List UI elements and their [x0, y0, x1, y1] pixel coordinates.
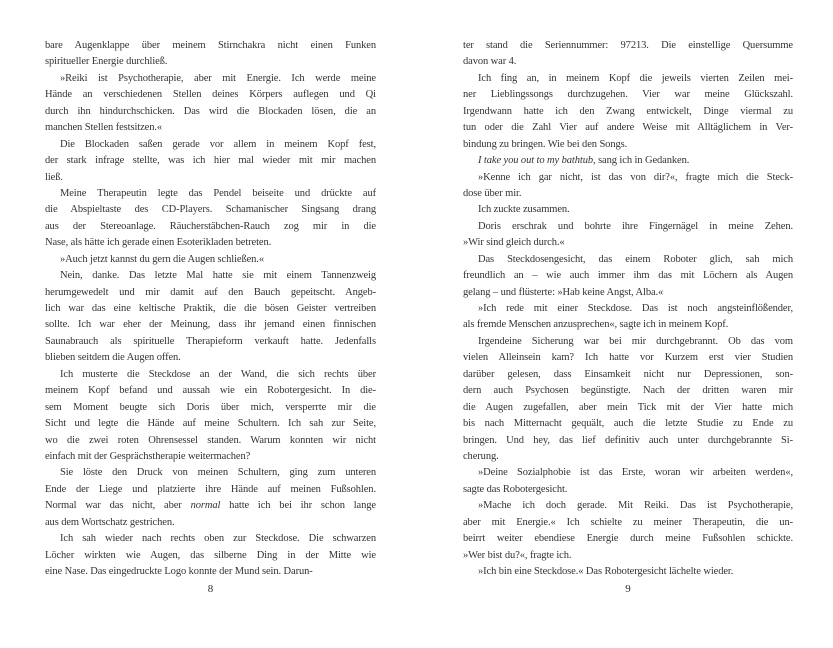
text-line: dern auch Psychosen begünstigte. Nach der dritten waren mir	[463, 385, 793, 397]
paragraph	[463, 498, 793, 564]
text-line: »Reiki ist Psychotherapie, aber mit Energie. Ich werde meine	[60, 72, 376, 84]
text-line: Ich sah wieder nach rechts oben zur Steckdose. Die schwarzen	[60, 533, 376, 545]
text-line: Ende der Liege und platzierte ihre Hände auf meinen Fußsohlen.	[45, 483, 376, 495]
page-number-left: 8	[207, 583, 214, 595]
page-text-left	[45, 38, 376, 580]
text-line: manchen Stellen festsitzen.«	[45, 122, 163, 134]
paragraph	[463, 153, 793, 169]
text-line: »Kenne ich gar nicht, ist das von dir?«, fragte mich die Steck-	[478, 171, 793, 183]
paragraph	[45, 71, 376, 137]
text-line: cherung.	[463, 450, 499, 462]
text-line: ter stand die Seriennummer: 97213. Die einstellige Quersumme	[463, 40, 793, 51]
text-line: dose über mir.	[463, 187, 522, 199]
text-line: Ich zuckte zusammen.	[478, 204, 570, 216]
text-line: darüber gelesen, dass Einsamkeit nicht nur Depressionen, son-	[463, 368, 793, 380]
text-line: Löcher wirkten wie Augen, das silberne Ding in der Mitte wie	[45, 549, 376, 561]
text-line: die Abspieltaste des CD-Players. Schamanischer Singsang drang	[45, 204, 376, 216]
text-line: bare Augenklappe über meinem Stirnchakra nicht einen Funken	[45, 40, 376, 51]
text-line: beirrt weiter ebendiese Energie durch meine Fußsohlen schickte.	[463, 533, 793, 545]
text-line: lich war das eine keltische Praktik, die die bösen Geister vertreiben	[45, 303, 376, 314]
text-line: Hände an verschiedenen Stellen deines Körpers auflegen und Qi	[45, 89, 376, 101]
text-line: Meine Therapeutin legte das Pendel beiseite und drückte auf	[60, 187, 376, 199]
paragraph	[463, 301, 793, 334]
text-line: ließ.	[45, 171, 63, 183]
paragraph	[45, 465, 376, 531]
paragraph	[45, 531, 376, 580]
text-line: sagte das Robotergesicht.	[463, 483, 568, 495]
text-line: meinem Kopf befand und aussah wie ein Robotergesicht. In die-	[45, 385, 376, 397]
text-line: aber mit Energie.« Ich schielte zu meiner Therapeutin, die un-	[463, 516, 793, 528]
page-text-right	[463, 38, 793, 580]
paragraph	[45, 137, 376, 186]
text-line: einfach mit der Gesprächstherapie weitermachen?	[45, 450, 251, 462]
paragraph	[45, 252, 376, 268]
text-line: I take you out to my bathtub, sang ich in Gedanken.	[478, 155, 690, 167]
text-line: vielen Alleinsein kam? Ich hatte vor Kurzem erst vier Studien	[463, 352, 793, 364]
text-line: gelang – und flüsterte: »Hab keine Angst, Alba.«	[463, 286, 664, 298]
paragraph	[463, 170, 793, 203]
text-line: »Wir sind gleich durch.«	[463, 237, 565, 249]
paragraph	[463, 202, 793, 218]
text-line: als fremde Menschen anzusprechen«, sagte ich in meinem Kopf.	[463, 319, 729, 331]
text-line: Nein, danke. Das letzte Mal hatte sie mit einem Tannenzweig	[60, 270, 376, 282]
text-line: bindung zu bringen. Wie bei den Songs.	[463, 138, 628, 150]
paragraph	[463, 71, 793, 153]
paragraph	[45, 38, 376, 71]
text-line: Sie löste den Druck von meinen Schultern, ging zum unteren	[60, 467, 376, 479]
text-line: Irgendwann hatte ich den Zwang entwickelt, Dinge viermal zu	[463, 105, 793, 117]
text-line: aus dem Wortschatz gestrichen.	[45, 516, 175, 528]
text-line: bis nach Mitternacht gequält, auch die letzte Studie zu Ende zu	[463, 418, 793, 430]
text-line: »Ich bin eine Steckdose.« Das Robotergesicht lächelte wieder.	[478, 566, 734, 577]
text-line: »Ich rede mit einer Steckdose. Das ist noch angsteinflößender,	[478, 303, 793, 314]
text-line: blieben seitdem die Augen offen.	[45, 352, 181, 364]
text-line: Saunabrauch als spirituelle Therapieform verkauft hatte. Jedenfalls	[45, 335, 376, 347]
text-line: sem Moment beugte sich Doris über mich, versperrte mir die	[45, 401, 376, 413]
text-line: »Wer bist du?«, fragte ich.	[463, 549, 572, 561]
text-line: davon war 4.	[463, 56, 517, 68]
text-line: Ich musterte die Steckdose an der Wand, die sich rechts über	[60, 368, 376, 380]
text-line: sollte. Ich war eher der Meinung, dass ihr jemand einen finnischen	[45, 319, 376, 331]
text-line: bringen. Und hey, das lief definitiv auch unter durchgebrannte Si-	[463, 434, 793, 446]
paragraph	[45, 186, 376, 252]
text-line: »Deine Sozialphobie ist das Erste, woran wir arbeiten werden«,	[478, 467, 793, 479]
paragraph	[463, 219, 793, 252]
paragraph	[45, 367, 376, 466]
text-line: der stark infrage stellte, was ich hier mal wieder mit mir machen	[45, 155, 376, 167]
text-line: Doris erschrak und bohrte ihre Fingernägel in meine Zehen.	[478, 220, 793, 232]
text-line: durch ihn hindurchschicken. Das wird die Blockaden lösen, die an	[45, 105, 376, 117]
paragraph	[463, 334, 793, 466]
text-line: Irgendeine Sicherung war bei mir durchgebrannt. Ob das vom	[478, 335, 793, 347]
text-line: Das Steckdosengesicht, das einem Roboter glich, sah mich	[478, 253, 793, 265]
paragraph	[463, 564, 793, 580]
paragraph	[463, 465, 793, 498]
text-line: die Augen zugefallen, aber mein Tick mit der Vier hatte mich	[463, 401, 793, 413]
text-line: ner Lieblingssongs durchzugehen. Vier war meine Glückszahl.	[463, 89, 793, 101]
text-line: Normal war das nicht, aber normal hatte ich bei ihr schon lange	[45, 500, 376, 512]
text-line: tun oder die Zahl Vier auf andere Weise mit Alltäglichem in Ver-	[463, 122, 793, 134]
paragraph	[463, 252, 793, 301]
text-line: Sicht und legte die Hände auf meine Schultern. Ich sah zur Seite,	[45, 418, 376, 430]
text-line: spiritueller Energie durchließ.	[45, 56, 168, 68]
text-line: Ich fing an, in meinem Kopf die jeweils vierten Zeilen mei-	[478, 72, 793, 84]
text-line: Die Blockaden saßen gerade vor allem in meinem Kopf fest,	[60, 138, 376, 150]
text-line: Nase, als hätte ich gerade einen Esoterikladen betreten.	[45, 237, 272, 249]
text-line: »Mache ich doch gerade. Mit Reiki. Das ist Psychotherapie,	[478, 500, 793, 512]
text-line: »Auch jetzt kannst du gern die Augen schließen.«	[60, 253, 264, 265]
text-line: freundlich an – wie auch immer ihm das mit Löchern als Augen	[463, 270, 793, 282]
page-number-right: 9	[625, 583, 631, 595]
text-line: wo die zwei roten Ohrensessel standen. Warum konnten wir nicht	[45, 434, 376, 446]
paragraph	[45, 268, 376, 367]
text-line: herumgewedelt und mir damit auf den Bauch gepeitscht. Angeb-	[45, 286, 376, 298]
paragraph	[463, 38, 793, 71]
text-line: aus der Stereoanlage. Räucherstäbchen-Rauch zog mir in die	[45, 220, 376, 232]
text-line: eine Nase. Das eingedruckte Logo konnte der Mund sein. Darun-	[45, 566, 313, 577]
